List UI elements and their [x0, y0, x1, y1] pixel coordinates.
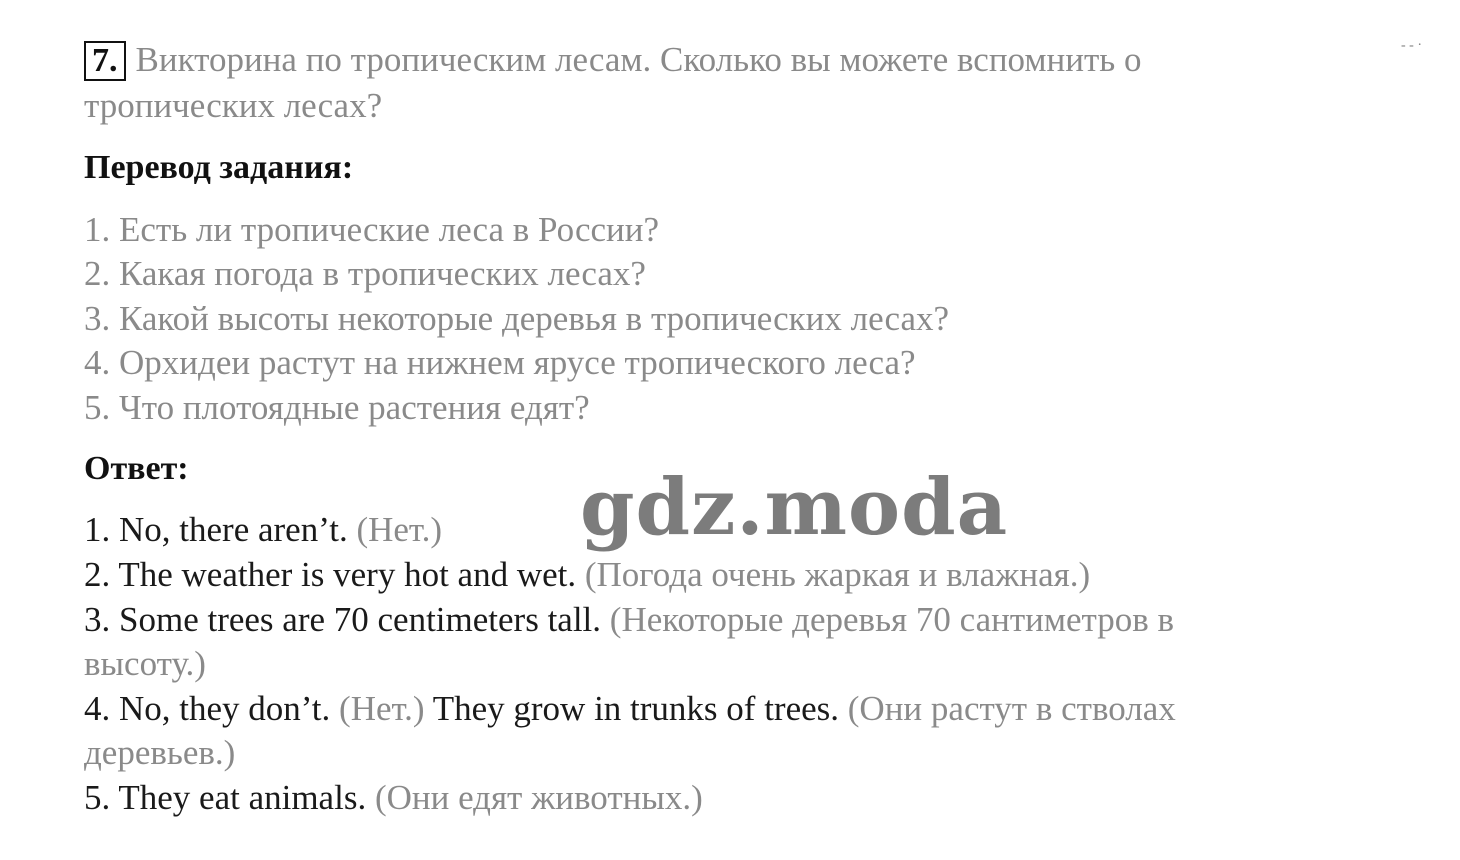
answer-4-english-2: They grow in trunks of trees. [432, 689, 840, 728]
answer-item-1 [84, 508, 442, 552]
watermark-logo: gdz.moda [580, 462, 1009, 553]
answer-4-russian-2: (Они растут в стволах [847, 689, 1176, 728]
answer-heading: Ответ: [84, 450, 189, 487]
answer-5-english: 5. They eat animals. [84, 778, 367, 817]
translation-item: 5. Что плотоядные растения едят? [84, 388, 590, 427]
answer-1-russian: (Нет.) [356, 510, 442, 549]
translation-heading: Перевод задания: [84, 149, 354, 186]
answer-2-russian: (Погода очень жаркая и влажная.) [584, 555, 1091, 594]
translation-item: 2. Какая погода в тропических лесах? [84, 254, 646, 293]
answer-4-russian-1: (Нет.) [339, 689, 425, 728]
answer-item-2 [84, 553, 1090, 597]
answer-item-4-continued: деревьев.) [84, 733, 236, 772]
answer-item-3 [84, 598, 1174, 642]
task-line-2 [84, 84, 382, 128]
answer-5-russian: (Они едят животных.) [374, 778, 703, 817]
answer-item-5 [84, 776, 703, 820]
answer-3-russian: (Некоторые деревья 70 сантиметров в [609, 600, 1175, 639]
answer-item-3-continued: высоту.) [84, 644, 206, 683]
answer-1-english: 1. No, there aren’t. [84, 510, 348, 549]
translation-item: 3. Какой высоты некоторые деревья в тропических лесах? [84, 299, 950, 338]
translation-item: 1. Есть ли тропические леса в России? [84, 210, 660, 249]
task-line-1 [84, 38, 1142, 82]
task-text-2: тропических лесах? [84, 86, 383, 125]
answer-4-english-1: 4. No, they don’t. [84, 689, 331, 728]
answer-item-4 [84, 687, 1176, 731]
task-text-1: Викторина по тропическим лесам. Сколько вы можете вспомнить о [135, 40, 1142, 79]
corner-marks: - - · [1401, 38, 1422, 53]
answer-2-english: 2. The weather is very hot and wet. [84, 555, 577, 594]
answer-3-english: 3. Some trees are 70 centimeters tall. [84, 600, 602, 639]
translation-item: 4. Орхидеи растут на нижнем ярусе тропического леса? [84, 343, 916, 382]
task-number: 7. [84, 41, 126, 81]
